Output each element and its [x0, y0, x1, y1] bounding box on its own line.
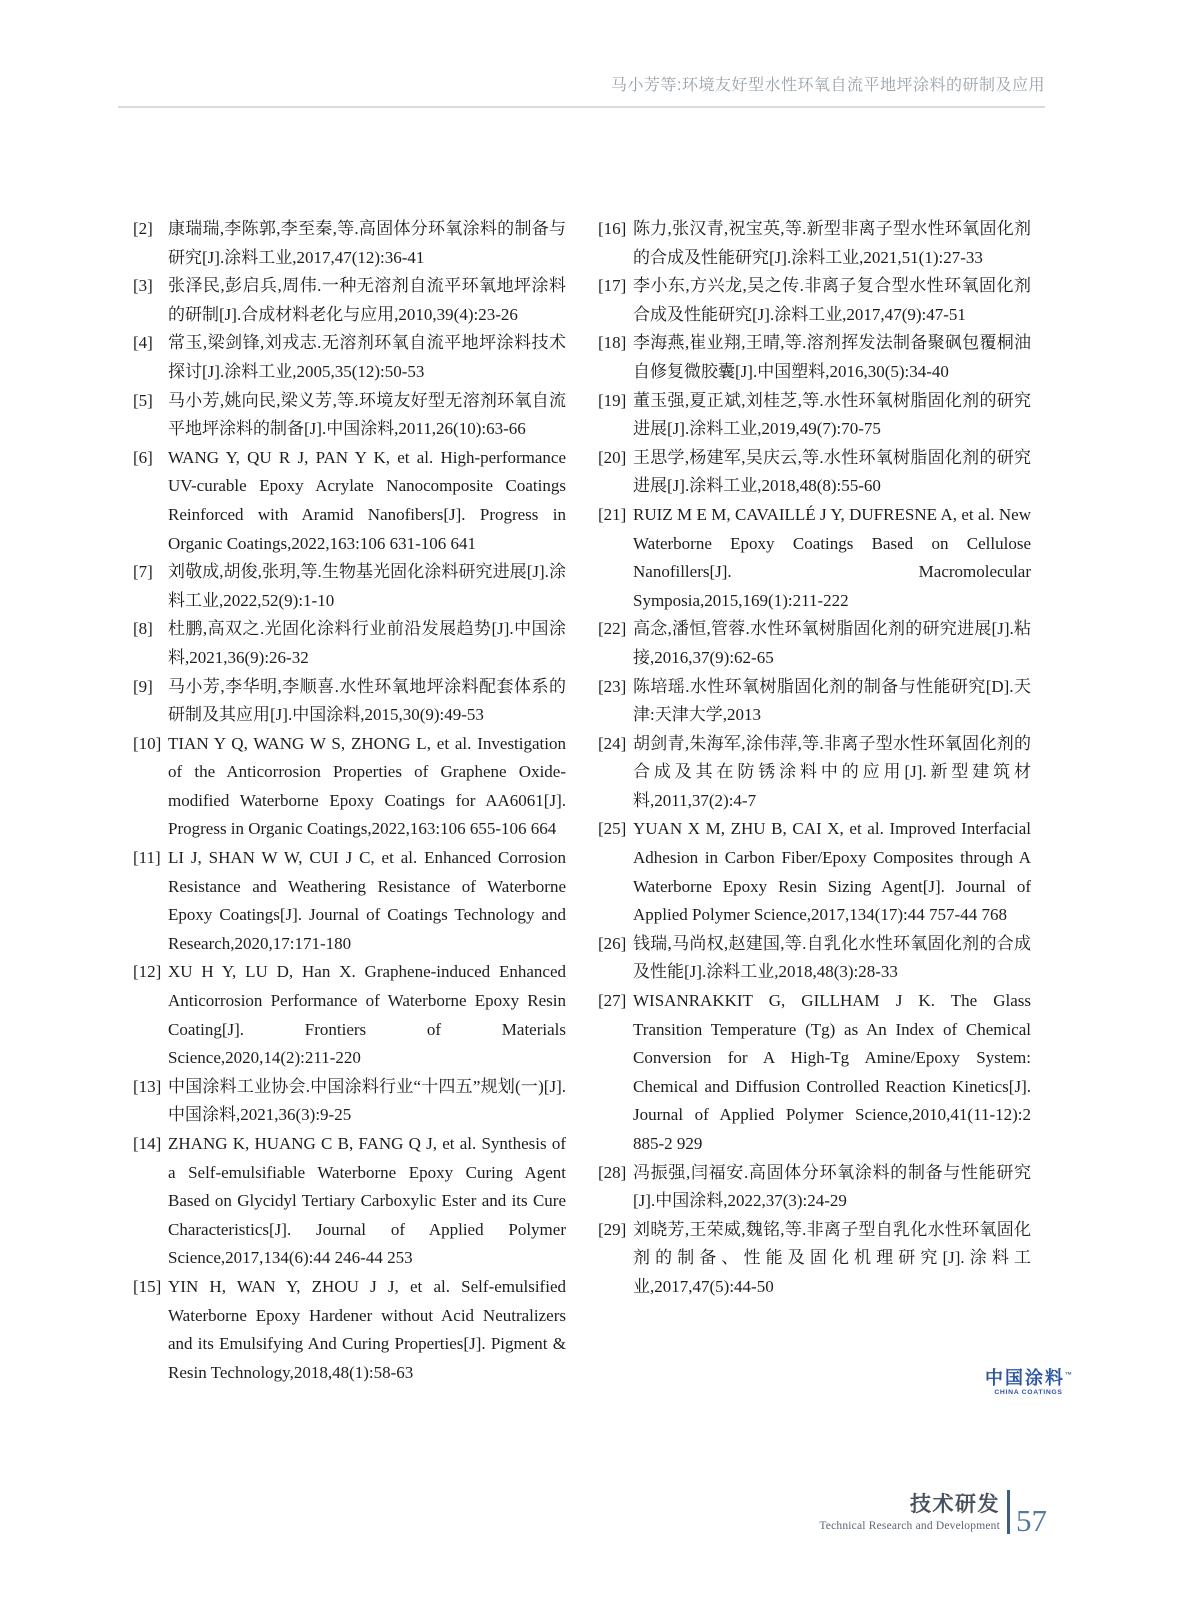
logo-chinese-text: 中国涂料	[985, 1368, 1065, 1388]
reference-text: WISANRAKKIT G, GILLHAM J K. The Glass Transition Temperature (Tg) as An Index of Chemical Conversion for A High-Tg Amine/Epoxy System: Chemical and Diffusion Controlled Reaction Kinetics[J]. Journal of Applied Polymer Science,2010,41(11-12):2 885-2 929	[633, 991, 1031, 1153]
reference-number: [16]	[598, 219, 627, 238]
reference-text: 康瑞瑞,李陈郭,李至秦,等.高固体分环氧涂料的制备与研究[J].涂料工业,2017,47(12):36-41	[168, 219, 566, 267]
reference-number: [14]	[133, 1134, 162, 1153]
reference-text: 高念,潘恒,管蓉.水性环氧树脂固化剂的研究进展[J].粘接,2016,37(9):62-65	[633, 619, 1031, 667]
reference-text: 马小芳,姚向民,梁义芳,等.环境友好型无溶剂环氧自流平地坪涂料的制备[J].中国涂料,2011,26(10):63-66	[168, 390, 566, 439]
reference-text: 刘敬成,胡俊,张玥,等.生物基光固化涂料研究进展[J].涂料工业,2022,52(9):1-10	[168, 562, 566, 610]
reference-item	[133, 1273, 566, 1387]
reference-text: RUIZ M E M, CAVAILLÉ J Y, DUFRESNE A, et al. New Waterborne Epoxy Coatings Based on Cellulose Nanofillers[J]. Macromolecular Symposia,2015,169(1):211-222	[633, 504, 1031, 610]
references-column-left	[133, 215, 566, 1387]
reference-item	[133, 387, 566, 444]
reference-number: [21]	[598, 504, 627, 524]
reference-item	[133, 215, 566, 272]
reference-text: WANG Y, QU R J, PAN Y K, et al. High-performance UV-curable Epoxy Acrylate Nanocomposite Coatings Reinforced with Aramid Nanofibers[J]. Progress in Organic Coatings,2022,163:106 631-106 641	[168, 447, 566, 553]
reference-number: [4]	[133, 333, 153, 353]
reference-number: [5]	[133, 390, 153, 410]
reference-text: 李小东,方兴龙,吴之传.非离子复合型水性环氧固化剂合成及性能研究[J].涂料工业,2017,47(9):47-51	[633, 276, 1031, 324]
footer-section-labels	[819, 1493, 1000, 1532]
reference-item	[133, 958, 566, 1072]
reference-number: [20]	[598, 447, 627, 467]
reference-number: [12]	[133, 962, 162, 982]
reference-item	[133, 558, 566, 615]
reference-number: [6]	[133, 447, 153, 467]
reference-text: 李海燕,崔业翔,王晴,等.溶剂挥发法制备聚砜包覆桐油自修复微胶囊[J].中国塑料,2016,30(5):34-40	[633, 333, 1031, 381]
reference-text: TIAN Y Q, WANG W S, ZHONG L, et al. Investigation of the Anticorrosion Properties of Graphene Oxide-modified Waterborne Epoxy Coatings for AA6061[J]. Progress in Organic Coatings,2022,163:106 655-106 664	[168, 733, 566, 839]
reference-text: YIN H, WAN Y, ZHOU J J, et al. Self-emulsified Waterborne Epoxy Hardener without Acid Neutralizers and its Emulsifying And Curing Properties[J]. Pigment & Resin Technology,2018,48(1):58-63	[168, 1276, 566, 1382]
reference-item	[598, 930, 1031, 987]
reference-number: [9]	[133, 676, 153, 696]
reference-text: LI J, SHAN W W, CUI J C, et al. Enhanced Corrosion Resistance and Weathering Resistance of Waterborne Epoxy Coatings[J]. Journal of Coatings Technology and Research,2020,17:171-180	[168, 848, 566, 953]
reference-text: 董玉强,夏正斌,刘桂芝,等.水性环氧树脂固化剂的研究进展[J].涂料工业,2019,49(7):70-75	[633, 390, 1031, 439]
reference-text: 马小芳,李华明,李顺喜.水性环氧地坪涂料配套体系的研制及其应用[J].中国涂料,2015,30(9):49-53	[168, 676, 566, 725]
reference-number: [23]	[598, 676, 627, 696]
reference-number: [27]	[598, 991, 627, 1011]
reference-item	[598, 730, 1031, 816]
footer-section-title-en: Technical Research and Development	[819, 1519, 1000, 1532]
reference-item	[598, 329, 1031, 386]
reference-number: [2]	[133, 219, 153, 238]
reference-number: [8]	[133, 619, 153, 639]
reference-text: 钱瑞,马尚权,赵建国,等.自乳化水性环氧固化剂的合成及性能[J].涂料工业,2018,48(3):28-33	[633, 933, 1031, 982]
reference-item	[133, 615, 566, 672]
references-column-right	[598, 215, 1031, 1302]
reference-number: [29]	[598, 1219, 627, 1239]
reference-text: 冯振强,闫福安.高固体分环氧涂料的制备与性能研究[J].中国涂料,2022,37(3):24-29	[633, 1162, 1031, 1211]
reference-item	[598, 501, 1031, 615]
running-header	[118, 72, 1045, 108]
reference-item	[598, 272, 1031, 329]
page-number: 57	[1016, 1503, 1047, 1538]
running-header-title: 马小芳等:环境友好型水性环氧自流平地坪涂料的研制及应用	[611, 77, 1045, 94]
reference-item	[133, 730, 566, 844]
reference-item	[598, 1159, 1031, 1216]
reference-item	[598, 673, 1031, 730]
reference-text: 张泽民,彭启兵,周伟.一种无溶剂自流平环氧地坪涂料的研制[J].合成材料老化与应用,2010,39(4):23-26	[168, 276, 566, 324]
reference-item	[133, 673, 566, 730]
reference-item	[133, 329, 566, 386]
reference-text: 刘晓芳,王荣威,魏铭,等.非离子型自乳化水性环氧固化剂的制备、性能及固化机理研究[J].涂料工业,2017,47(5):44-50	[633, 1219, 1031, 1296]
reference-text: 王思学,杨建军,吴庆云,等.水性环氧树脂固化剂的研究进展[J].涂料工业,2018,48(8):55-60	[633, 447, 1031, 496]
reference-item	[133, 1073, 566, 1130]
reference-item	[133, 844, 566, 958]
reference-number: [25]	[598, 819, 627, 839]
reference-number: [15]	[133, 1276, 162, 1296]
reference-number: [19]	[598, 390, 627, 410]
reference-item	[598, 1216, 1031, 1302]
logo-chinese-name	[985, 1366, 1072, 1388]
reference-text: 中国涂料工业协会.中国涂料行业“十四五”规划(一)[J].中国涂料,2021,36(3):9-25	[168, 1076, 566, 1125]
reference-text: 杜鹏,高双之.光固化涂料行业前沿发展趋势[J].中国涂料,2021,36(9):26-32	[168, 619, 566, 667]
reference-number: [26]	[598, 933, 627, 953]
reference-number: [3]	[133, 276, 153, 296]
reference-number: [7]	[133, 562, 153, 582]
reference-item	[133, 444, 566, 558]
reference-number: [13]	[133, 1076, 162, 1096]
reference-text: 陈力,张汉青,祝宝英,等.新型非离子型水性环氧固化剂的合成及性能研究[J].涂料工业,2021,51(1):27-33	[633, 219, 1031, 267]
reference-item	[598, 815, 1031, 929]
reference-item	[133, 1130, 566, 1273]
reference-item	[598, 987, 1031, 1159]
reference-text: 陈培瑶.水性环氧树脂固化剂的制备与性能研究[D].天津:天津大学,2013	[633, 676, 1031, 725]
footer-divider-bar	[1007, 1490, 1010, 1534]
reference-text: 胡剑青,朱海军,涂伟萍,等.非离子型水性环氧固化剂的合成及其在防锈涂料中的应用[J].新型建筑材料,2011,37(2):4-7	[633, 733, 1031, 810]
reference-item	[598, 215, 1031, 272]
reference-text: 常玉,梁剑锋,刘戎志.无溶剂环氧自流平地坪涂料技术探讨[J].涂料工业,2005,35(12):50-53	[168, 333, 566, 381]
reference-item	[598, 387, 1031, 444]
reference-number: [22]	[598, 619, 627, 639]
reference-number: [17]	[598, 276, 627, 296]
reference-number: [10]	[133, 733, 162, 753]
reference-number: [28]	[598, 1162, 627, 1182]
trademark-mark: ™	[1065, 1372, 1072, 1379]
reference-text: YUAN X M, ZHU B, CAI X, et al. Improved Interfacial Adhesion in Carbon Fiber/Epoxy Composites through A Waterborne Epoxy Resin Sizing Agent[J]. Journal of Applied Polymer Science,2017,134(17):44 757-44 768	[633, 819, 1031, 925]
reference-text: XU H Y, LU D, Han X. Graphene-induced Enhanced Anticorrosion Performance of Waterborne Epoxy Resin Coating[J]. Frontiers of Materials Science,2020,14(2):211-220	[168, 962, 566, 1068]
logo-english-name: CHINA COATINGS	[994, 1389, 1063, 1396]
reference-item	[598, 615, 1031, 672]
reference-number: [11]	[133, 848, 161, 868]
china-coatings-logo	[985, 1366, 1072, 1396]
reference-text: ZHANG K, HUANG C B, FANG Q J, et al. Synthesis of a Self-emulsifiable Waterborne Epoxy Curing Agent Based on Glycidyl Tertiary Carboxylic Ester and its Cure Characteristics[J]. Journal of Applied Polymer Science,2017,134(6):44 246-44 253	[168, 1134, 566, 1268]
reference-number: [24]	[598, 733, 627, 753]
reference-item	[133, 272, 566, 329]
reference-number: [18]	[598, 333, 627, 353]
footer-section-title-cn: 技术研发	[910, 1492, 1000, 1516]
page-footer	[819, 1490, 1047, 1538]
reference-item	[598, 444, 1031, 501]
